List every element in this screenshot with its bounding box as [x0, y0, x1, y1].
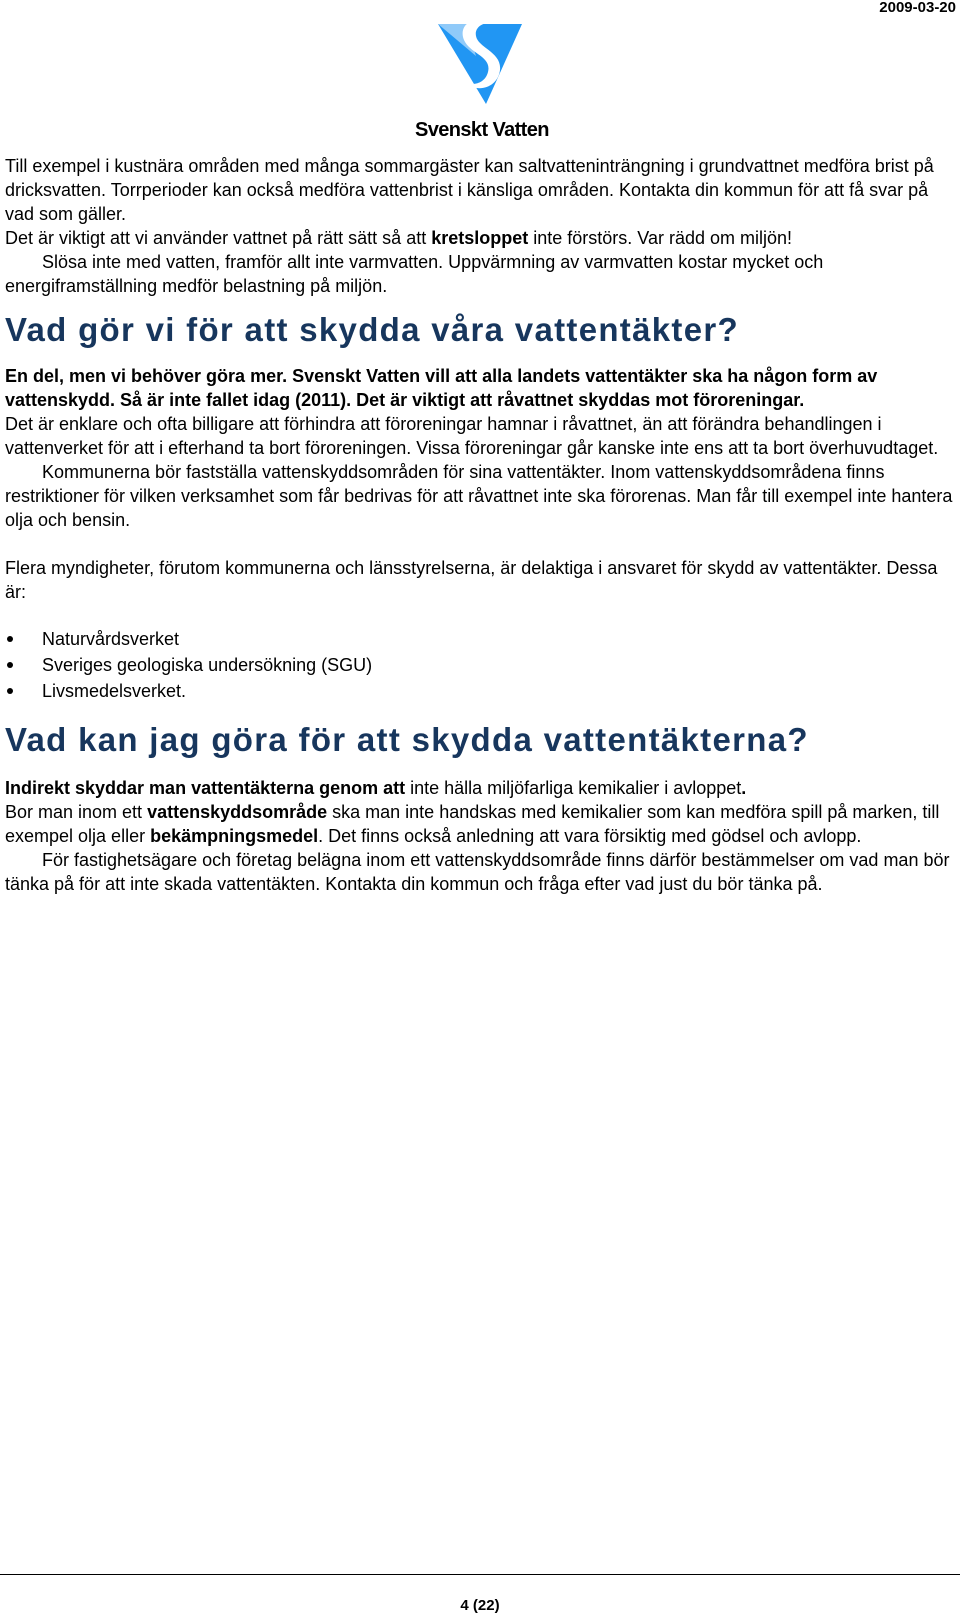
bold-term: vattenskyddsområde: [147, 802, 328, 822]
text-span: Det är viktigt att vi använder vattnet på rätt sätt så att: [5, 228, 432, 248]
paragraph-municipalities: Kommunerna bör fastställa vattenskyddsområden för sina vattentäkter. Inom vattenskyddsområdena finns restriktioner för vilken verksamhet som får bedrivas för att råvattnet inte ska förorenas. Man får till exempel inte hantera olja och bensin.: [5, 462, 953, 530]
page-number: 4 (22): [460, 1597, 500, 1614]
section-heading-what-can-i-do: Vad kan jag göra för att skydda vattentäkterna?: [5, 721, 809, 758]
bold-term: bekämpningsmedel: [150, 826, 319, 846]
water-drop-logo-icon: [436, 16, 526, 104]
paragraph-prevention: Det är enklare och ofta billigare att förhindra att föroreningar hamnar i råvattnet, än att förändra behandlingen i vattenverket för att i efterhand ta bort föroreningen. Vissa föroreningar går kanske inte ens att ta bort överhuvudtaget.: [5, 414, 939, 458]
document-date: 2009-03-20: [879, 0, 956, 16]
list-item-label: Sveriges geologiska undersökning (SGU): [42, 655, 373, 675]
paragraph-lead-bold: En del, men vi behöver göra mer. Svenskt Vatten vill att alla landets vattentäkter ska ha någon form av vattenskydd. Så är inte fallet idag (2011). Det är viktigt att råvattnet skyddas mot föroreningar.: [5, 366, 878, 410]
bullet-icon: [7, 636, 13, 642]
document-body: [5, 154, 955, 896]
paragraph-intro: [5, 154, 955, 250]
paragraph-property-owners: För fastighetsägare och företag belägna inom ett vattenskyddsområde finns därför bestämmelser om vad man bör tänka på för att inte skada vattentäkten. Kontakta din kommun och fråga efter vad just du bör tänka på.: [5, 850, 950, 894]
text-span: inte förstörs. Var rädd om miljön!: [528, 228, 793, 248]
bold-term: Indirekt skyddar man vattentäkterna genom att: [5, 778, 406, 798]
text-span: ska man inte handskas med kemikalier som kan medföra spill på marken, till exempel olja eller: [5, 802, 940, 846]
list-item: [5, 678, 955, 704]
list-item: [5, 652, 955, 678]
text-span: Bor man inom ett: [5, 802, 148, 822]
paragraph-authorities: Flera myndigheter, förutom kommunerna och länsstyrelserna, är delaktiga i ansvaret för skydd av vattentäkter. Dessa är:: [5, 558, 938, 602]
list-item-label: Livsmedelsverket.: [42, 681, 187, 701]
section-heading-protection: Vad gör vi för att skydda våra vattentäkter?: [5, 311, 739, 348]
list-item: [5, 626, 955, 652]
text-span: inte hälla miljöfarliga kemikalier i avloppet: [405, 778, 742, 798]
text-span: . Det finns också anledning att vara försiktig med gödsel och avlopp.: [318, 826, 862, 846]
authorities-list: [5, 626, 955, 704]
paragraph-indirect-protection: [5, 776, 955, 848]
bold-term: kretsloppet: [431, 228, 529, 248]
bullet-icon: [7, 688, 13, 694]
list-item-label: Naturvårdsverket: [42, 629, 180, 649]
bullet-icon: [7, 662, 13, 668]
bold-term: .: [741, 778, 747, 798]
svenskt-vatten-logo: [408, 12, 558, 141]
text-span: Till exempel i kustnära områden med många sommargäster kan saltvatteninträngning i grundvattnet medföra brist på dricksvatten. Torrperioder kan också medföra vattenbrist i känsliga områden. Kontakta din kommun för att få svar på vad som gäller.: [5, 156, 934, 224]
paragraph-warm-water: Slösa inte med vatten, framför allt inte varmvatten. Uppvärmning av varmvatten kostar mycket och energiframställning medför belastning på miljön.: [5, 252, 824, 296]
logo-wordmark: Svenskt Vatten: [415, 119, 549, 141]
footer-divider: [0, 1574, 960, 1575]
